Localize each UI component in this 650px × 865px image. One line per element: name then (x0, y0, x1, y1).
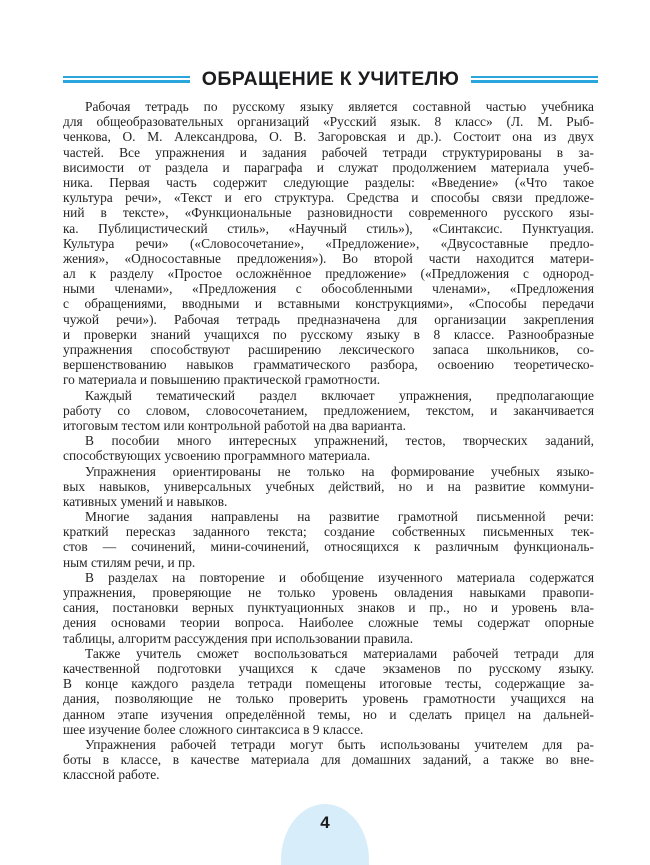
text-line: Упражнения рабочей тетради могут быть использованы учителем для ра- (85, 736, 594, 752)
page-title: ОБРАЩЕНИЕ К УЧИТЕЛЮ (201, 67, 460, 90)
text-line: Упражнения ориентированы не только на формирование учебных языко- (85, 463, 594, 479)
text-line: для общеобразовательных организаций «Русский язык. 8 класс» (Л. М. Рыб- (63, 114, 594, 130)
text-line: упражнения способствуют расширению лексического запаса школьников, со- (63, 342, 594, 357)
paragraph (63, 99, 594, 388)
text-line: качественной подготовки учащихся к сдаче экзаменов по русскому языку. (63, 660, 594, 676)
text-line: Многие задания направлены на развитие грамотной письменной речи: (85, 509, 594, 525)
text-line: итоговым тестом или контрольной работой на два варианта. (63, 417, 406, 433)
rule-stroke-thick (471, 80, 598, 83)
text-line: Каждый тематический раздел включает упражнения, предполагающие (85, 387, 594, 403)
paragraph (63, 464, 594, 510)
paragraph (63, 433, 594, 463)
page-header (63, 66, 598, 92)
text-line: чужой речи»). Рабочая тетрадь предназначена для организации закрепления (63, 311, 594, 327)
text-line: упражнения, проверяющие не только уровень овладения навыками правопи- (63, 585, 594, 600)
rule-stroke-thin (471, 76, 598, 78)
text-line: ным стилям речи, и пр. (63, 554, 196, 570)
header-rule-right (471, 76, 598, 83)
paragraph (63, 388, 594, 434)
text-line: ка. Публицистический стиль», «Научный стиль»), «Синтаксис. Пунктуация. (63, 220, 594, 236)
text-line: висимости от раздела и параграфа и служат продолжением материала учеб- (63, 159, 594, 175)
text-line: таблицы, алгоритм рассуждения при использовании правила. (63, 630, 414, 646)
text-line: кативных умений и навыков. (63, 493, 228, 509)
text-line: ний в тексте», «Функциональные разновидности современного русского язы- (63, 205, 594, 221)
text-line: ника. Первая часть содержит следующие разделы: «Введение» («Что такое (63, 174, 594, 190)
page-number: 4 (320, 813, 330, 832)
text-line: способствующих усвоению программного материала. (63, 448, 371, 464)
paragraph (63, 509, 594, 570)
rule-stroke-thick (63, 80, 190, 83)
text-line: ными членами», «Предложения с обособленными членами», «Предложения (63, 281, 594, 297)
text-line: В пособии много интересных упражнений, тестов, творческих заданий, (85, 433, 594, 449)
text-line: дения основами теории вопроса. Наиболее сложные темы содержат опорные (63, 615, 594, 631)
paragraph (63, 570, 594, 646)
text-line: вершенствованию навыков грамматического разбора, освоению теоретическо- (63, 357, 594, 373)
text-line: и проверки знаний учащихся по русскому языку в 8 классе. Разнообразные (63, 326, 594, 342)
paragraph (63, 737, 594, 783)
text-line: стов — сочинений, мини-сочинений, относящихся к различным функциональ- (63, 539, 594, 555)
text-line: го материала и повышению практической грамотности. (63, 372, 381, 388)
text-line: ченкова, О. М. Александрова, О. В. Загоровская и др.). Состоит она из двух (63, 129, 594, 145)
text-line: краткий пересказ заданного текста; создание собственных письменных тек- (63, 524, 594, 540)
text-line: с обращениями, вводными и вставными конструкциями», «Способы передачи (63, 296, 594, 312)
text-line: данном этапе изучения определённой темы, но и сделать прицел на дальней- (63, 706, 594, 722)
text-line: Рабочая тетрадь по русскому языку является составной частью учебника (85, 99, 594, 114)
text-line: Культура речи» («Словосочетание», «Предложение», «Двусоставные предло- (63, 235, 594, 251)
text-line: культура речи», «Текст и его структура. Средства и способы связи предложе- (63, 190, 594, 206)
header-rule-left (63, 76, 190, 83)
text-line: классной работе. (63, 767, 160, 783)
text-line: вых навыков, универсальных учебных действий, но и на развитие коммуни- (63, 478, 594, 494)
text-line: работу со словом, словосочетанием, предложением, текстом, и заканчивается (63, 402, 594, 418)
paragraph (63, 646, 594, 737)
text-line: частей. Все упражнения и задания рабочей тетради структурированы в за- (63, 144, 594, 160)
text-line: жения», «Односоставные предложения»). Во второй части находится матери- (63, 250, 594, 266)
text-line: В конце каждого раздела тетради помещены итоговые тесты, содержащие за- (63, 676, 594, 692)
text-line: ал к разделу «Простое осложнённое предложение» («Предложения с однород- (63, 266, 594, 282)
text-line: дания, позволяющие не только проверить уровень грамотности учащихся на (63, 691, 594, 707)
text-line: шее изучение более сложного синтаксиса в 9 классе. (63, 721, 364, 737)
page-number-dome (281, 804, 369, 865)
rule-stroke-thin (63, 76, 190, 78)
text-line: В разделах на повторение и обобщение изученного материала содержатся (85, 569, 594, 585)
text-line: Также учитель сможет воспользоваться материалами рабочей тетради для (85, 645, 594, 661)
body-text (63, 99, 594, 782)
text-line: сания, постановки верных пунктуационных знаков и пр., но и уровень вла- (63, 600, 594, 616)
text-line: боты в классе, в качестве материала для домашних заданий, а также во вне- (63, 752, 594, 768)
